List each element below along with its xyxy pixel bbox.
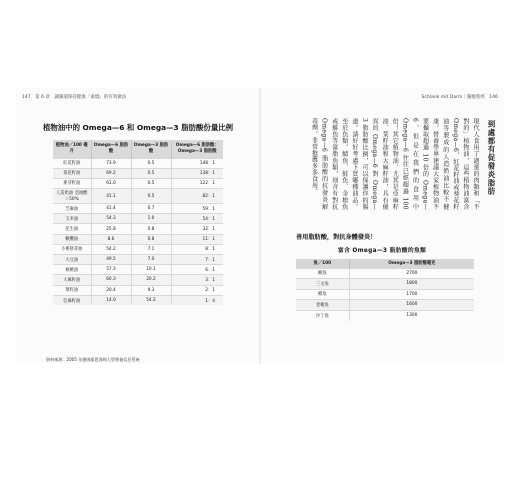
omega3-cell: 0.5 xyxy=(131,168,171,178)
omega6-cell: 41.1 xyxy=(91,189,131,204)
omega3-cell: 0.5 xyxy=(131,178,171,188)
ratio-cell: 2：1 xyxy=(171,285,223,295)
ratio-cell: 59：1 xyxy=(171,204,223,214)
table-row xyxy=(53,265,223,275)
table-row xyxy=(296,279,474,290)
omega6-cell: 54.3 xyxy=(91,214,131,224)
ratio-cell: 11：1 xyxy=(171,234,223,244)
oil-ratio-table xyxy=(53,140,223,305)
oil-name-cell: 麥芽籽油 xyxy=(53,178,91,188)
left-page xyxy=(16,88,260,364)
omega3-cell: 10.1 xyxy=(131,265,171,275)
oil-name-cell: 人造奶油 亞油酸＞50% xyxy=(53,189,91,204)
omega6-cell: 8.6 xyxy=(91,234,131,244)
oil-name-cell: 葵花籽油 xyxy=(53,168,91,178)
table-row xyxy=(53,255,223,265)
body-text: 現代人食用了過量的肉類和「不對的」植物油，這些植物油富含 Omega—6，紅花籽油或葵花籽油等製成的人造奶油比較不健康。營養學界建議大家植物油不要攝取超過 10 倍的 Omega—6，但是在我們的食用中 Omega—6 往往已經超過 100 倍！其它植物油，尤其是亞麻籽油、菜籽油和大麻籽油，具有優異的 Omega—6 對 Omega—3 脂肪酸比例，可以保護你的腸道。請好好考慮下買哪種油品。至於魚類，鯖魚、鮭魚、金槍魚或鯡魚等富脂魚類，則含有對抗 Omega—6 脂肪酸的抗發炎解毒劑，非常推薦多多食用。 xyxy=(310,118,479,210)
omega3-cell: 0.5 xyxy=(131,189,171,204)
omega6-cell: 20.4 xyxy=(91,285,131,295)
oil-name-cell: 核桃油 xyxy=(53,265,91,275)
omega3-mg-cell: 2700 xyxy=(349,268,474,279)
table-row xyxy=(53,204,223,214)
table-row xyxy=(53,275,223,285)
oil-name-cell: 大麻籽油 xyxy=(53,275,91,285)
ratio-cell: 32：1 xyxy=(171,224,223,234)
ratio-cell: 8：1 xyxy=(171,244,223,254)
oil-name-cell: 菜籽油 xyxy=(53,285,91,295)
ratio-cell: 7：1 xyxy=(171,255,223,265)
oil-name-cell: 芝麻油 xyxy=(53,204,91,214)
fish-name-cell: 沙丁魚 xyxy=(296,310,349,321)
omega3-cell: 1.0 xyxy=(131,214,171,224)
omega6-cell: 25.8 xyxy=(91,224,131,234)
col-header-oil: 植物油／100 毫升 xyxy=(53,140,91,158)
fish-table-header-row xyxy=(296,259,474,268)
omega6-cell: 60.3 xyxy=(91,275,131,285)
omega6-cell: 57.3 xyxy=(91,265,131,275)
book-spread xyxy=(16,88,504,364)
table-row xyxy=(53,234,223,244)
oil-name-cell: 紅花籽油 xyxy=(53,158,91,168)
section-heading: 到處都有促發炎脂肪 xyxy=(487,120,496,196)
oil-name-cell: 橄欖油 xyxy=(53,234,91,244)
oil-name-cell: 亞麻籽油 xyxy=(53,295,91,305)
omega6-cell: 14.0 xyxy=(91,295,131,305)
table-row xyxy=(296,310,474,321)
col-header-omega3-mg: Omega—3 脂肪酸毫克 xyxy=(349,259,474,268)
omega3-cell: 20.2 xyxy=(131,275,171,285)
omega3-mg-cell: 1600 xyxy=(349,300,474,311)
col-header-omega6: Omega—6 脂肪酸 xyxy=(91,140,131,158)
omega3-cell: 0.5 xyxy=(131,158,171,168)
ratio-cell: 148：1 xyxy=(171,158,223,168)
right-page-header: Schlank mit Darm｜腸瘦聖經 146 xyxy=(421,95,498,100)
table-row xyxy=(53,244,223,254)
ratio-cell: 6：1 xyxy=(171,265,223,275)
table-row xyxy=(296,300,474,311)
omega3-cell: 0.7 xyxy=(131,204,171,214)
omega3-cell: 0.8 xyxy=(131,234,171,244)
ratio-cell: 122：1 xyxy=(171,178,223,188)
table-row xyxy=(53,295,223,305)
oil-name-cell: 小麥胚芽油 xyxy=(53,244,91,254)
omega3-cell: 7.0 xyxy=(131,255,171,265)
omega6-cell: 41.4 xyxy=(91,204,131,214)
omega3-cell: 7.1 xyxy=(131,244,171,254)
fish-table-title: 富含 Omega—3 脂肪酸的魚類 xyxy=(337,248,427,254)
omega3-cell: 0.8 xyxy=(131,224,171,234)
right-page xyxy=(260,88,504,364)
table-row xyxy=(53,178,223,188)
fish-name-cell: 鯡魚 xyxy=(296,289,349,300)
table-row xyxy=(296,268,474,279)
fish-name-cell: 金槍魚 xyxy=(296,300,349,311)
table-row xyxy=(53,189,223,204)
tip-heading: 善用脂肪酸，對抗身體發炎！ xyxy=(296,234,377,241)
oil-name-cell: 大豆油 xyxy=(53,255,91,265)
omega3-cell: 9.3 xyxy=(131,285,171,295)
fish-omega3-table xyxy=(296,259,474,321)
omega3-mg-cell: 1300 xyxy=(349,310,474,321)
omega6-cell: 54.2 xyxy=(91,244,131,254)
table-row xyxy=(53,168,223,178)
table-row xyxy=(53,224,223,234)
omega3-mg-cell: 1700 xyxy=(349,289,474,300)
ratio-cell: 82：1 xyxy=(171,189,223,204)
table-row xyxy=(53,285,223,295)
fish-name-cell: 三文魚 xyxy=(296,279,349,290)
ratio-cell: 54：1 xyxy=(171,214,223,224)
col-header-ratio: Omega—6 脂肪酸：Omega—3 脂肪酸 xyxy=(171,140,223,158)
omega6-cell: 73.9 xyxy=(91,158,131,168)
ratio-cell: 3：1 xyxy=(171,275,223,285)
table-row xyxy=(53,158,223,168)
omega6-cell: 69.2 xyxy=(91,168,131,178)
ratio-cell: 1：4 xyxy=(171,295,223,305)
oil-name-cell: 花生油 xyxy=(53,224,91,234)
table-row xyxy=(296,289,474,300)
col-header-omega3: Omega—3 脂肪酸 xyxy=(131,140,171,158)
omega3-cell: 54.2 xyxy=(131,295,171,305)
omega3-mg-cell: 1800 xyxy=(349,279,474,290)
oil-table-title: 植物油中的 Omega—6 和 Omega—3 脂肪酸份量比例 xyxy=(43,123,233,132)
fish-name-cell: 鯖魚 xyxy=(296,268,349,279)
oil-name-cell: 玉米油 xyxy=(53,214,91,224)
table-row xyxy=(53,214,223,224)
left-page-header: 147 第 6 章 讓腸道保持健康「素燒」的有效做法 xyxy=(22,95,127,100)
table-source-note: 資料來源：2005 年德國霍恩海姆大學營養信息系統 xyxy=(46,357,140,362)
omega6-cell: 49.5 xyxy=(91,255,131,265)
omega6-cell: 61.0 xyxy=(91,178,131,188)
oil-table-header-row xyxy=(53,140,223,158)
col-header-fish: 魚／100 xyxy=(296,259,349,268)
ratio-cell: 138：1 xyxy=(171,168,223,178)
